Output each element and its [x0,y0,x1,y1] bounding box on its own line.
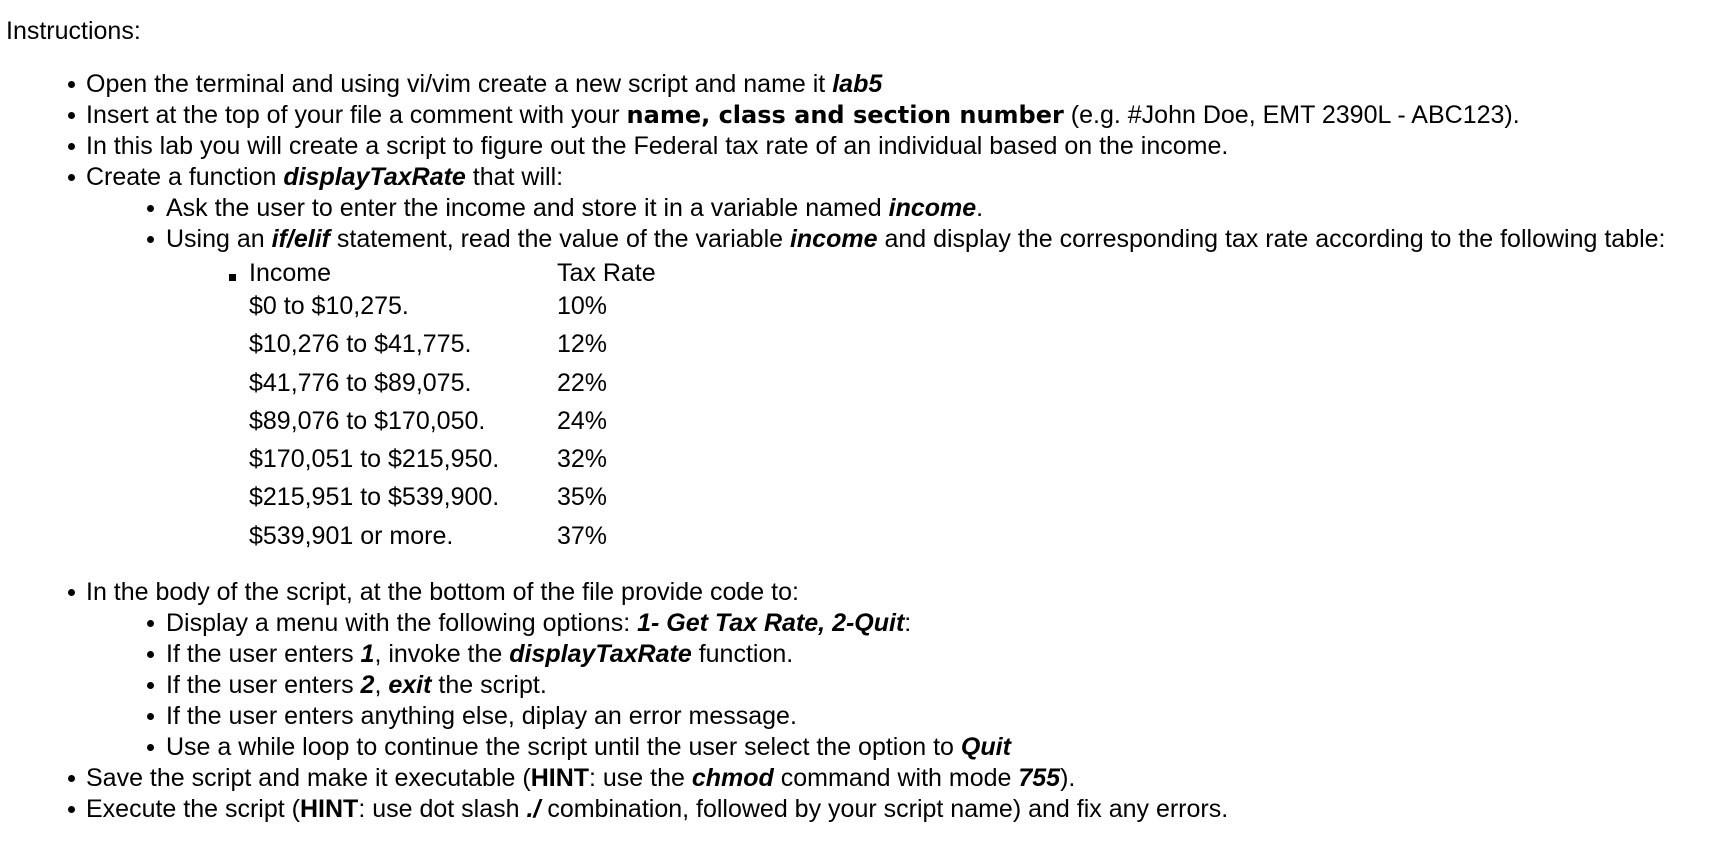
instruction-list [6,69,1726,255]
substep-option-1: If the user enters 1, invoke the displayTaxRate function. [85,639,1726,670]
table-header-row [249,258,656,291]
function-substeps [86,193,1726,255]
step-execute-script: Execute the script (HINT: use dot slash ./ combination, followed by your script name) and fix any errors. [6,794,1726,825]
table-row: $539,901 or more. 37% [249,521,608,550]
function-name: displayTaxRate [283,163,466,191]
tax-rate-column-header: Tax Rate [557,259,656,287]
step-script-body: In the body of the script, at the bottom of the file provide code to: Display a menu with the following options: 1- Get Tax Rate, 2-Quit: If the user enters 1, invoke the displayTaxRate function. If the user enters 2, exit the script. If the user enters anything else, diplay an error message. Use a while loop to continue the script until the user select the option to Quit [6,577,1726,763]
table-row: $215,951 to $539,900. 35% [249,483,608,512]
step-create-script: Open the terminal and using vi/vim create a new script and name it lab5 [6,69,1726,100]
table-row: $41,776 to $89,075. 22% [249,368,608,397]
step-insert-comment: Insert at the top of your file a comment with your name, class and section number (e.g. #John Doe, EMT 2390L - ABC123). [6,100,1726,131]
instructions-heading: Instructions: [6,17,141,45]
instruction-list-continued [6,577,1726,825]
body-substeps [86,608,1726,763]
substep-error-message: If the user enters anything else, diplay an error message. [85,701,1726,732]
instructions-document [6,16,1726,825]
substep-option-2: If the user enters 2, exit the script. [85,670,1726,701]
table-row: $89,076 to $170,050. 24% [249,406,608,435]
table-row: $0 to $10,275. 10% [249,292,608,320]
square-bullet-icon [229,274,236,281]
tax-rate-table [249,258,656,559]
table-row: $170,051 to $215,950. 32% [249,445,608,474]
substep-display-menu: Display a menu with the following options: 1- Get Tax Rate, 2-Quit: [85,608,1726,639]
required-comment-fields: name, class and section number [626,101,1064,129]
substep-if-elif: Using an if/elif statement, read the value of the variable income and display the corresponding tax rate according to the following table: [85,224,1726,255]
step-make-executable: Save the script and make it executable (HINT: use the chmod command with mode 755). [6,763,1726,794]
step-lab-description: In this lab you will create a script to figure out the Federal tax rate of an individual based on the income. [6,131,1726,162]
table-row: $10,276 to $41,775. 12% [249,330,608,359]
tax-rate-table-block [167,258,1726,559]
income-column-header: Income [249,259,331,287]
step-create-function: Create a function displayTaxRate that will: Ask the user to enter the income and store it in a variable named income. Using an if/elif statement, read the value of the variable income and display the corresponding tax rate according to the following table: [6,162,1726,255]
script-name: lab5 [832,70,883,98]
substep-ask-income: Ask the user to enter the income and store it in a variable named income. [85,193,1726,224]
substep-while-loop: Use a while loop to continue the script until the user select the option to Quit [85,732,1726,763]
